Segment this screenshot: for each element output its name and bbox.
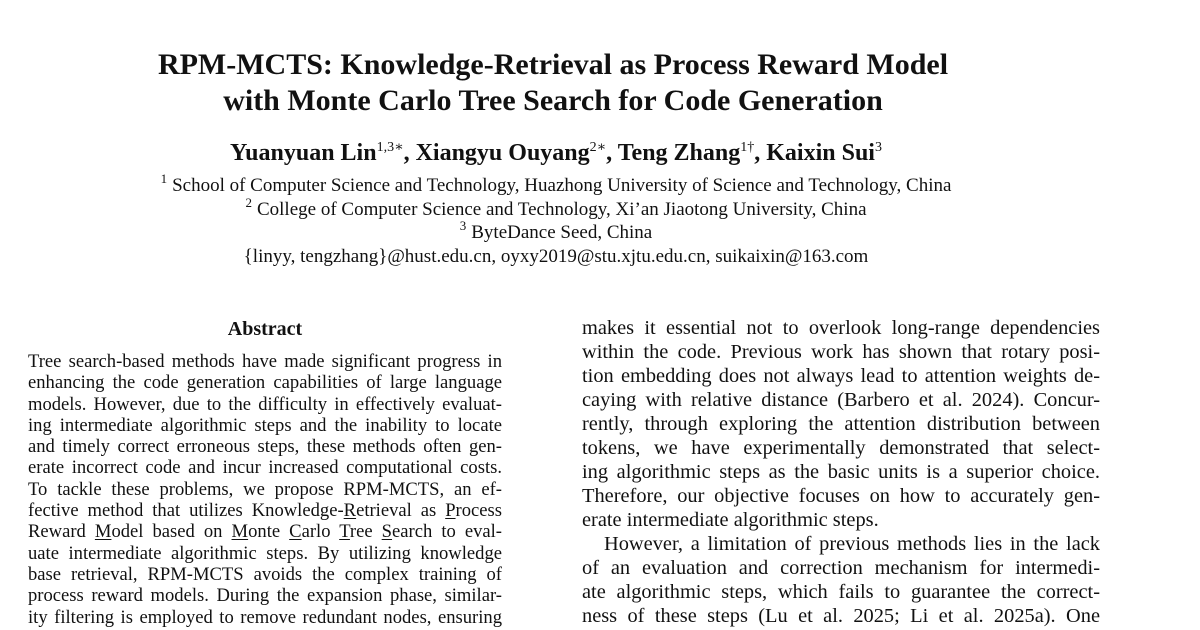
body-line: within the code. Previous work has shown that rotary posi- <box>582 341 1100 363</box>
abstract-line: process reward models. During the expansion phase, similar- <box>28 585 502 607</box>
body-line: makes it essential not to overlook long-range dependencies <box>582 317 1100 339</box>
body-line: ing algorithmic steps as the basic units is a superior choice. <box>582 461 1100 483</box>
author-affiliation-mark: 1† <box>740 140 755 155</box>
author-affiliation-mark: 3 <box>874 140 882 155</box>
title-line-1: RPM-MCTS: Knowledge-Retrieval as Process Reward Model <box>157 48 949 81</box>
body-line: of an evaluation and correction mechanism for intermedi- <box>582 557 1100 579</box>
affiliation-mark: 3 <box>459 218 467 233</box>
author-separator: , <box>403 140 416 166</box>
affiliation-mark: 2 <box>245 194 252 210</box>
abstract-body <box>28 351 502 628</box>
author-separator: , <box>606 140 618 166</box>
author-affiliation-mark: 1,3∗ <box>376 140 404 155</box>
body-line: ate algorithmic steps, which fails to guarantee the correct- <box>582 581 1100 603</box>
abstract-line-underlined: fective method that utilizes Knowledge-Retrieval as Process <box>28 500 503 522</box>
author-emails: {linyy, tengzhang}@hust.edu.cn, oyxy2019@stu.xjtu.edu.cn, suikaixin@163.com <box>243 245 869 267</box>
affiliation-3 <box>0 218 1112 245</box>
author-list <box>0 138 1112 168</box>
body-line: Therefore, our objective focuses on how to accurately gen- <box>582 485 1100 507</box>
body-line: erate intermediate algorithmic steps. <box>582 509 879 531</box>
abstract-line: ing intermediate algorithmic steps and the inability to locate <box>28 414 502 436</box>
body-paragraph-1 <box>582 316 1100 532</box>
author-affiliation-mark: 2∗ <box>589 140 607 155</box>
affiliation-2 <box>0 194 1112 222</box>
author-name: Teng Zhang <box>617 140 741 166</box>
body-line: rently, through exploring the attention distribution between <box>582 413 1100 435</box>
body-text <box>582 316 1100 628</box>
abstract-line: To tackle these problems, we propose RPM-MCTS, an ef- <box>28 478 502 500</box>
body-paragraph-2 <box>582 532 1100 628</box>
author-name: Kaixin Sui <box>766 140 875 166</box>
abstract-line-underlined: Reward Model based on Monte Carlo Tree Search to eval- <box>28 521 502 543</box>
affiliation-text: College of Computer Science and Technology, Xi’an Jiaotong University, China <box>256 198 867 220</box>
body-line: ness of these steps (Lu et al. 2025; Li et al. 2025a). One <box>582 605 1100 627</box>
abstract-line: Tree search-based methods have made significant progress in <box>28 351 502 372</box>
abstract-heading: Abstract <box>227 318 303 340</box>
affiliations <box>0 171 1112 268</box>
abstract-line: erate incorrect code and incur increased computational costs. <box>28 457 502 479</box>
abstract-line: models. However, due to the difficulty in effectively evaluat- <box>28 393 502 415</box>
abstract-line: base retrieval, RPM-MCTS avoids the complex training of <box>28 563 502 585</box>
abstract-line: uate intermediate algorithmic steps. By utilizing knowledge <box>28 542 502 564</box>
abstract-line: ity filtering is employed to remove redundant nodes, ensuring <box>28 606 502 628</box>
abstract-line: and timely correct erroneous steps, these methods often gen- <box>28 436 502 458</box>
affiliation-text: School of Computer Science and Technology, Huazhong University of Science and Technology, China <box>172 175 952 196</box>
body-line: caying with relative distance (Barbero et al. 2024). Concur- <box>582 389 1100 411</box>
author-name: Xiangyu Ouyang <box>415 140 590 166</box>
body-line: tokens, we have experimentally demonstrated that select- <box>582 437 1100 459</box>
paper-title <box>0 47 1106 119</box>
author-separator: , <box>754 140 767 166</box>
affiliation-1 <box>0 171 1112 198</box>
body-line: tion embedding does not always lead to attention weights de- <box>582 365 1100 387</box>
body-line: However, a limitation of previous methods lies in the lack <box>604 533 1100 555</box>
author-name: Yuanyuan Lin <box>230 140 377 166</box>
title-line-2: with Monte Carlo Tree Search for Code Generation <box>223 84 883 117</box>
affiliation-mark: 1 <box>160 171 168 186</box>
abstract-line: enhancing the code generation capabilities of large language <box>28 372 502 394</box>
affiliation-text: ByteDance Seed, China <box>471 222 653 243</box>
